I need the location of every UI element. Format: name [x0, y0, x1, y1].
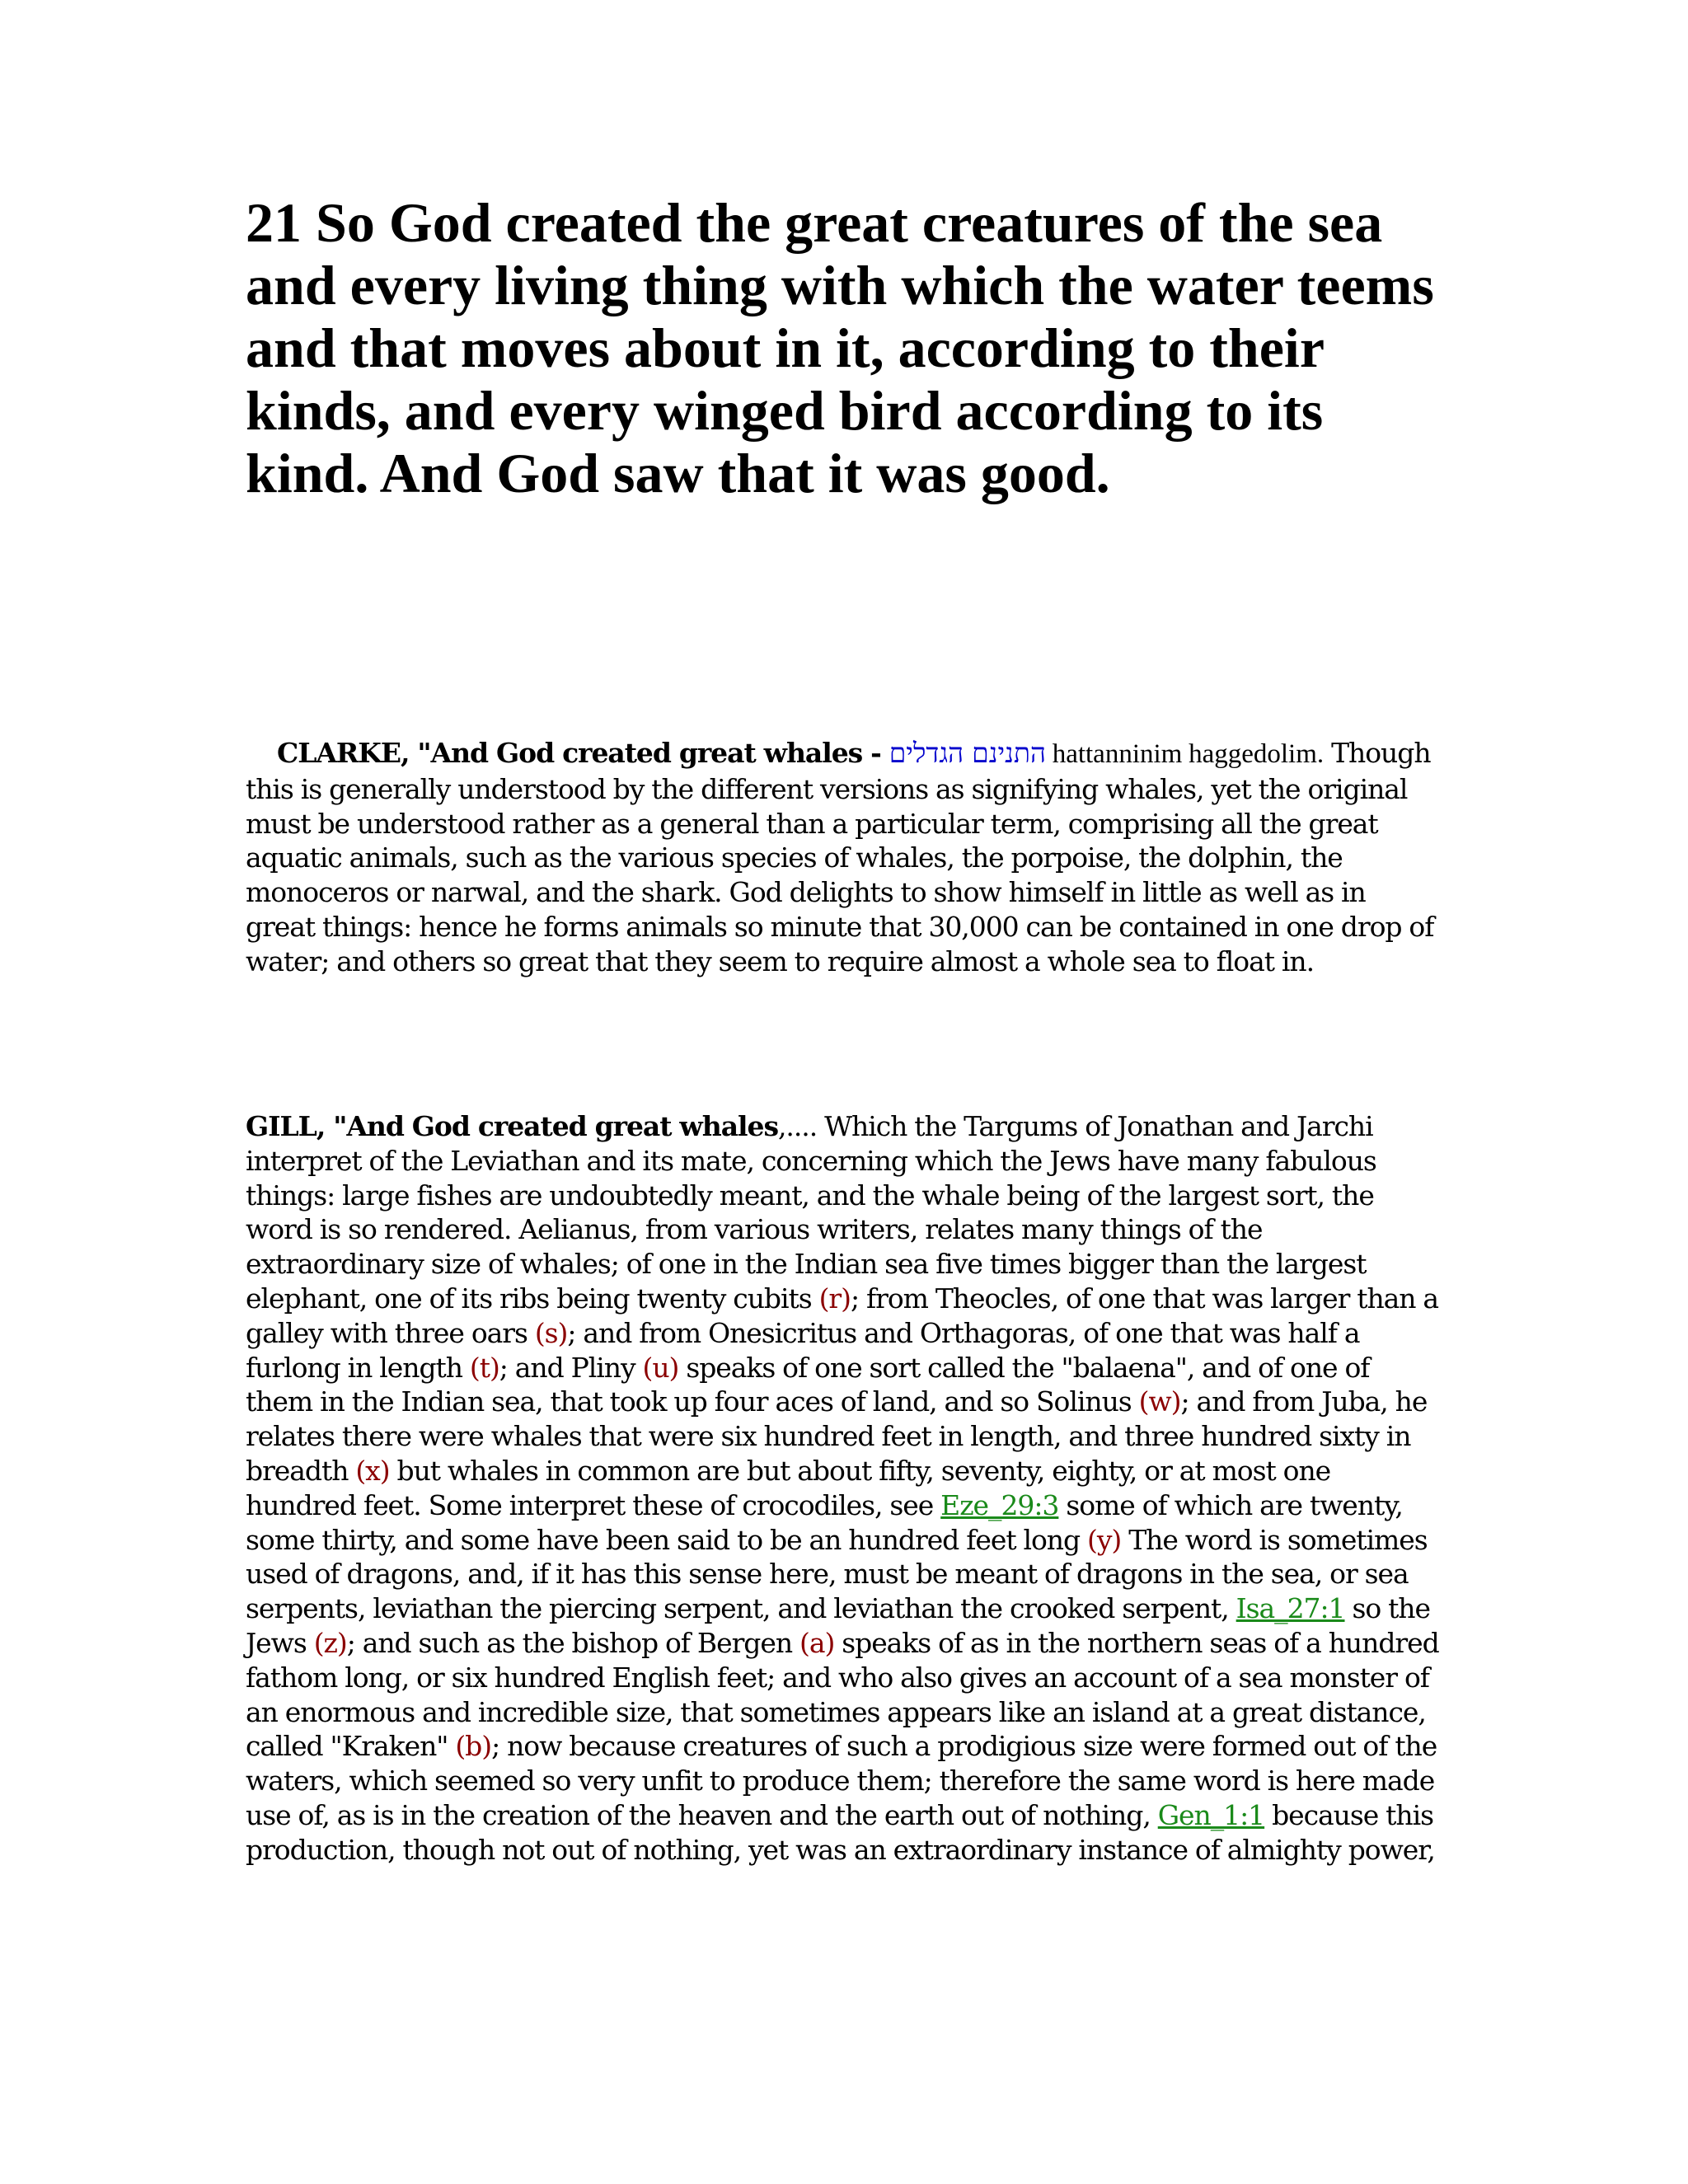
scripture-link-gen-1-1[interactable]: Gen_1:1: [1157, 1798, 1265, 1831]
gill-lead: GILL, "And God created great whales: [246, 1110, 778, 1142]
footnote-y[interactable]: (y): [1087, 1523, 1122, 1556]
scripture-link-eze-29-3[interactable]: Eze_29:3: [940, 1488, 1059, 1521]
footnote-b[interactable]: (b): [455, 1730, 492, 1763]
clarke-body: Though this is generally understood by the different versions as signifying whales, yet the original must be understood rather as a general than a particular term, comprising all the great aquatic animals, such as the various species of whales, the porpoise, the dolphin, the monoceros or narwal, and the shark. God delights to show himself in little as well as in great things: hence he forms animals so minute that 30,000 can be contained in one drop of water; and others so great that they seem to require almost a whole sea to float in.: [246, 737, 1434, 977]
gill-text-7: but whales in common are but about fifty, seventy, eighty, or at most one hundred feet. Some interpret these of crocodiles, see: [246, 1454, 1331, 1521]
footnote-u[interactable]: (u): [642, 1351, 679, 1384]
clarke-transliteration: hattanninim haggedolim.: [1045, 739, 1325, 769]
clarke-commentary: [246, 736, 1441, 979]
gill-text-1: ,.... Which the Targums of Jonathan and Jarchi interpret of the Leviathan and its mate, concerning which the Jews have many fabulous things: large fishes are undoubtedly meant, and the whale being of the largest sort, the word is so rendered. Aelianus, from various writers, relates many things of the extraordinary size of whales; of one in the Indian sea five times bigger than the largest elephant, one of its ribs being twenty cubits: [246, 1110, 1376, 1315]
gill-text-6: ; and from Juba, he relates there were whales that were six hundred feet in length, and three hundred sixty in breadth: [246, 1385, 1428, 1487]
footnote-r[interactable]: (r): [818, 1282, 851, 1315]
footnote-x[interactable]: (x): [355, 1454, 390, 1487]
footnote-a[interactable]: (a): [799, 1626, 835, 1659]
gill-text-9: The word is sometimes used of dragons, and, if it has this sense here, must be meant of dragons in the sea, or sea serpents, leviathan the piercing serpent, and leviathan the crooked serpent,: [246, 1523, 1428, 1625]
verse-heading: 21 So God created the great creatures of the sea and every living thing with which the water teems and that moves about in it, according to their kinds, and every winged bird according to its kind. And God saw that it was good.: [246, 191, 1434, 504]
gill-text-12: speaks of as in the northern seas of a hundred fathom long, or six hundred English feet; and who also gives an account of a sea monster of an enormous and incredible size, that sometimes appears like an island at a great distance, called "Kraken": [246, 1626, 1439, 1763]
footnote-z[interactable]: (z): [313, 1626, 347, 1659]
gill-text-5: speaks of one sort called the "balaena", and of one of them in the Indian sea, that took up four aces of land, and so Solinus: [246, 1351, 1370, 1418]
footnote-s[interactable]: (s): [534, 1316, 568, 1349]
gill-text-10: so the Jews: [246, 1592, 1430, 1659]
clarke-hebrew-term: התנינם הגדלים: [889, 737, 1046, 769]
clarke-lead: CLARKE, "And God created great whales -: [277, 737, 889, 769]
footnote-w[interactable]: (w): [1138, 1385, 1181, 1418]
gill-text-11: ; and such as the bishop of Bergen: [346, 1626, 800, 1659]
gill-text-2: ; from Theocles, of one that was larger than a galley with three oars: [246, 1282, 1439, 1349]
gill-text-13: ; now because creatures of such a prodigious size were formed out of the waters, which seemed so very unfit to produce them; therefore the same word is here made use of, as is in the creation of the heaven and the earth out of nothing,: [246, 1730, 1437, 1831]
scripture-link-isa-27-1[interactable]: Isa_27:1: [1236, 1592, 1345, 1625]
footnote-t[interactable]: (t): [469, 1351, 499, 1384]
gill-text-4: ; and Pliny: [499, 1351, 643, 1384]
gill-text-14: because this production, though not out of nothing, yet was an extraordinary instance of almighty power,: [246, 1798, 1435, 1866]
clarke-indent: [246, 737, 277, 769]
gill-text-8: some of which are twenty, some thirty, and some have been said to be an hundred feet long: [246, 1488, 1403, 1556]
gill-commentary: [246, 1109, 1441, 1868]
gill-text-3: ; and from Onesicritus and Orthagoras, of one that was half a furlong in length: [246, 1316, 1360, 1384]
